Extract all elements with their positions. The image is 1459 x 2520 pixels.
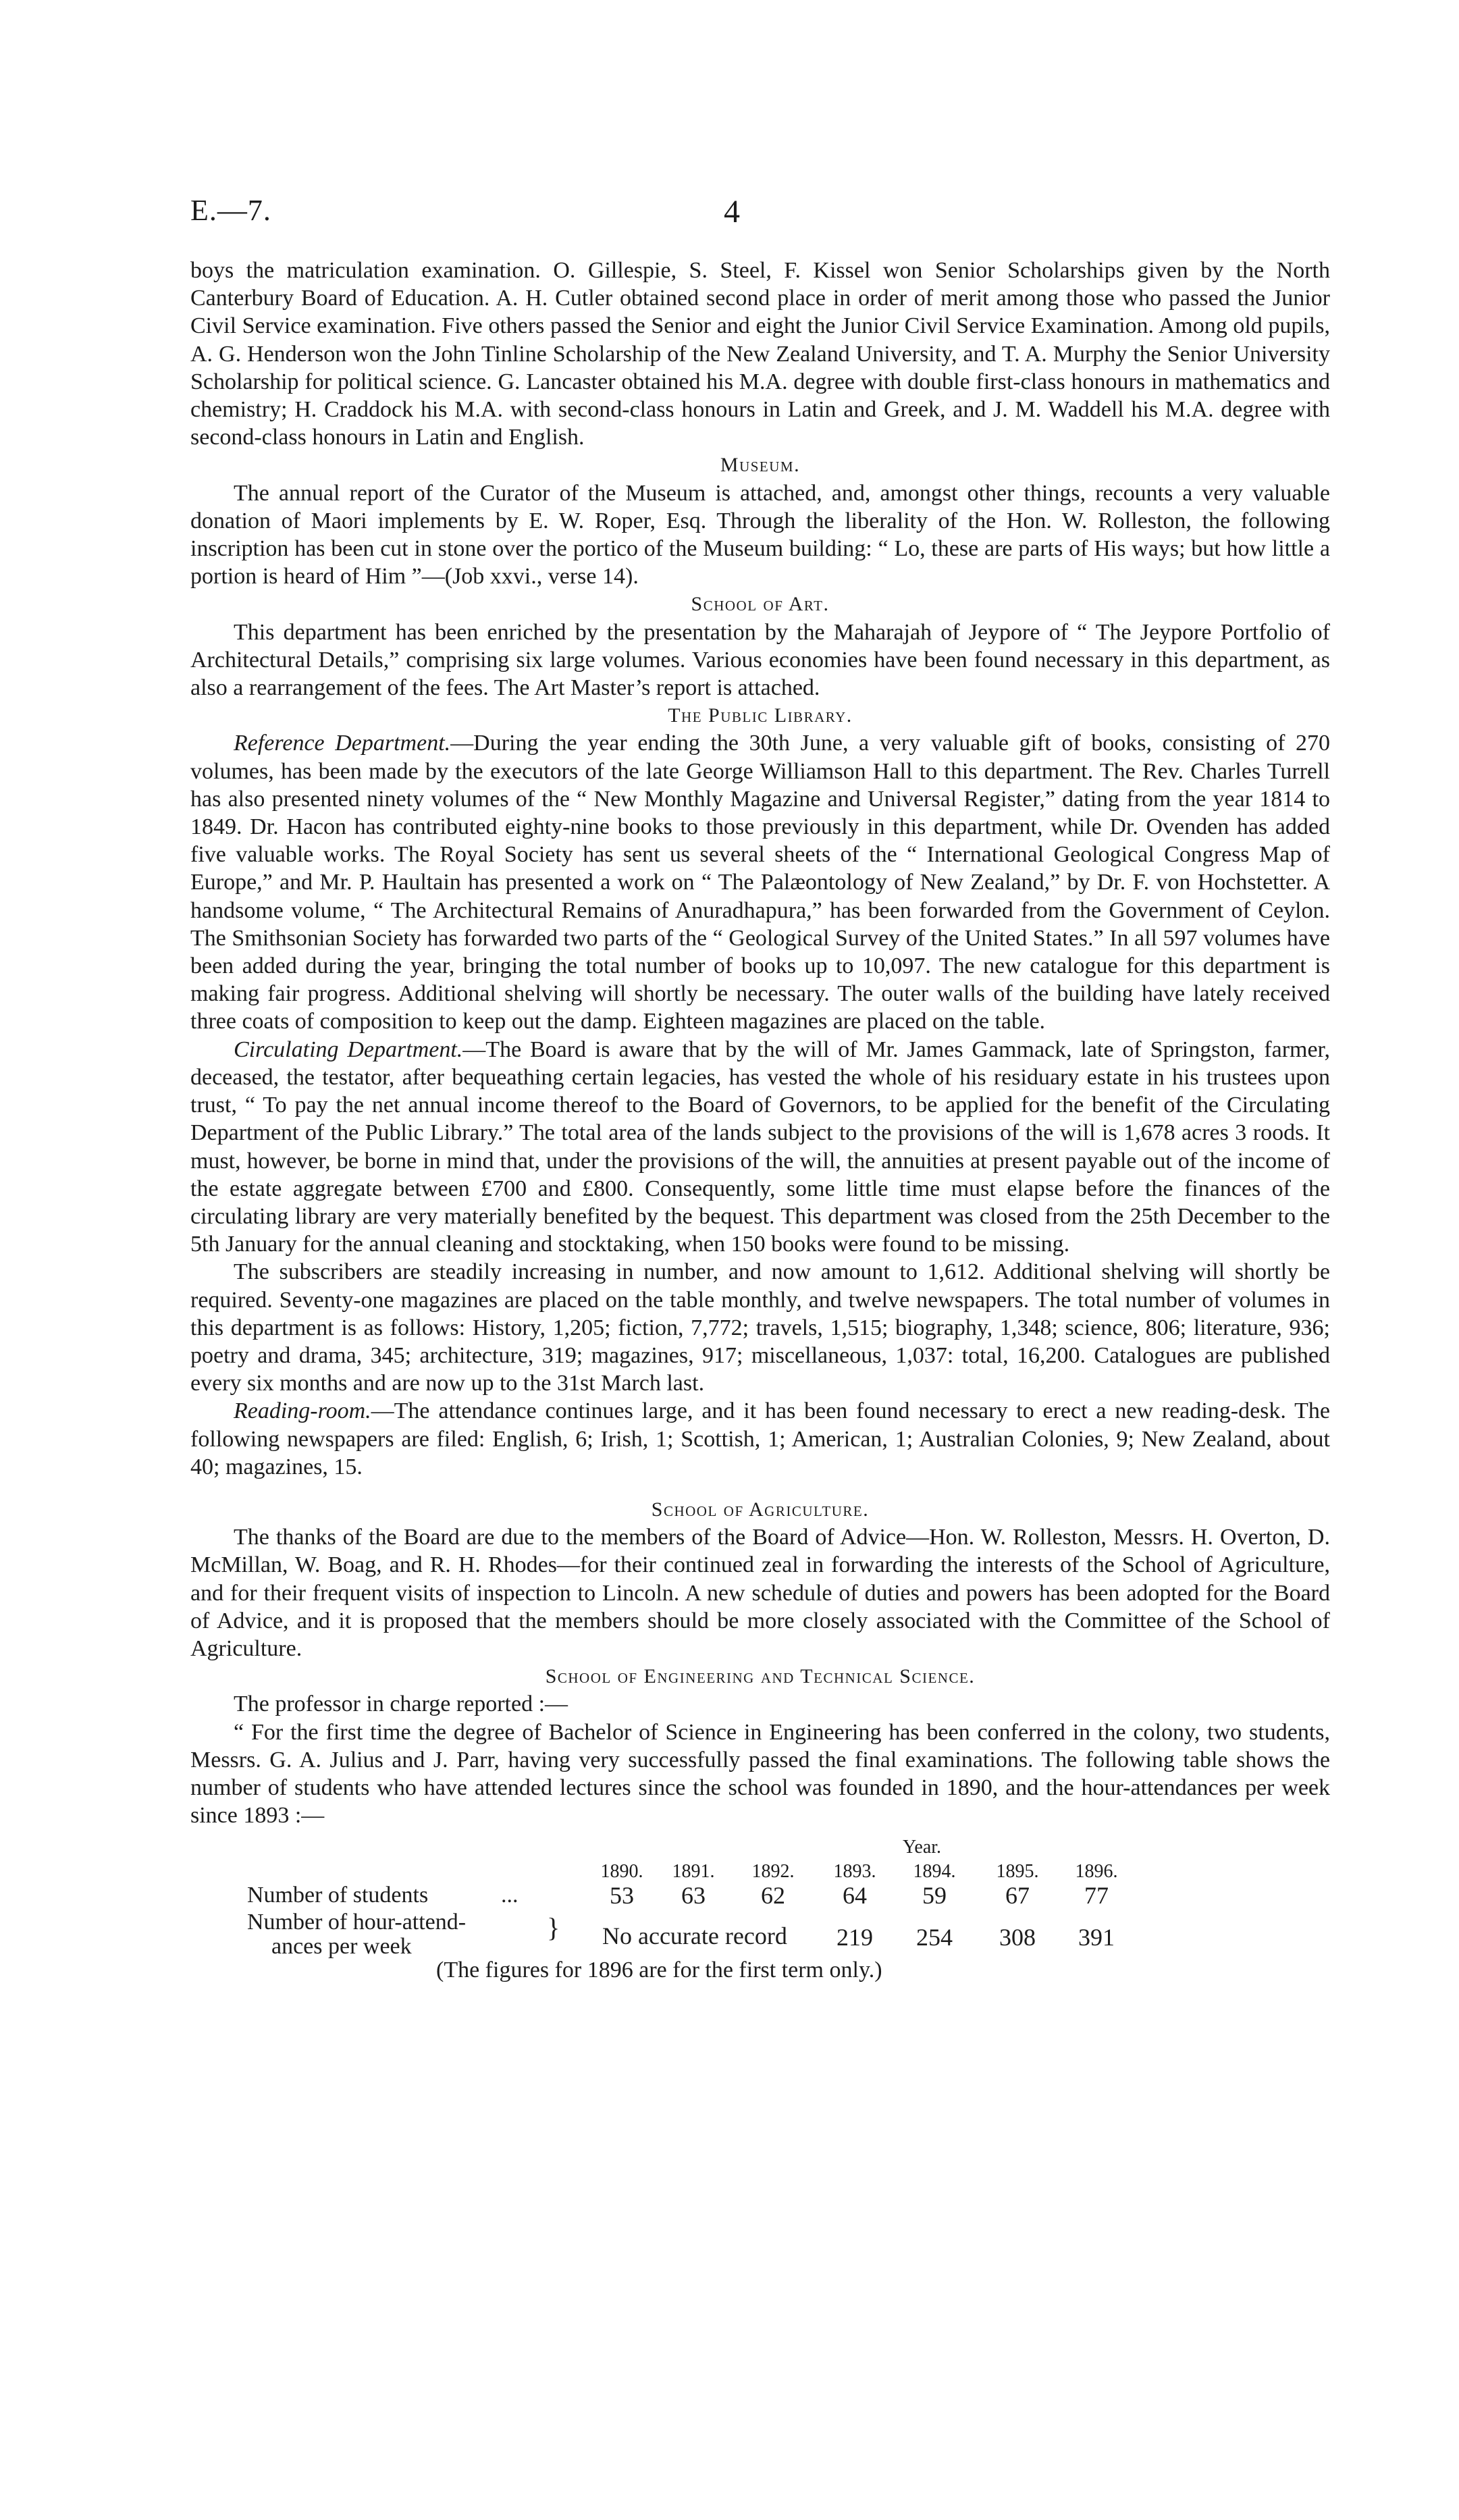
table-year-label: Year. (903, 1837, 942, 1858)
paragraph-reading-room (190, 1397, 1330, 1481)
heading-school-of-engineering: School of Engineering and Technical Science. (545, 1665, 976, 1688)
text-circulating-department: —The Board is aware that by the will of Mr. James Gammack, late of Springston, farmer, deceased, the testator, after bequeathing certain legacies, has vested the whole of his residuary estate in his trustees upon trust, “ To pay the net annual income thereof to the Board of Governors, to be applied for the benefit of the Circulating Department of the Public Library.” The total area of the lands subject to the provisions of the will is 1,678 acres 3 roods. It must, however, be borne in mind that, under the provisions of the will, the annuities at present payable out of the income of the estate aggregate between £700 and £800. Consequently, some little time must elapse before the finances of the circulating library are very materially benefited by the bequest. This department was closed from the 25th December to the 5th January for the annual cleaning and stocktaking, when 150 books were found to be missing. (190, 1036, 1331, 1257)
text-reference-department: —During the year ending the 30th June, a very valuable gift of books, consisting of 270 volumes, has been made by the executors of the late George Williamson Hall to this department. The Rev. Charles Turrell has also presented ninety volumes of the “ New Monthly Magazine and Universal Register,” dating from the year 1814 to 1849. Dr. Hacon has contributed eighty-nine books to those previously in this department, while Dr. Ovenden has added five valuable works. The Royal Society has sent us several sheets of the “ International Geological Congress Map of Europe,” and Mr. P. Haultain has presented a work on “ The Palæontology of New Zealand,” by Dr. F. von Hochstetter. A handsome volume, “ The Architectural Remains of Anuradhapura,” has been forwarded from the Government of Ceylon. The Smithsonian Society has forwarded two parts of the “ Geological Survey of the United States.” In all 597 volumes have been added during the year, bringing the total number of books up to 10,097. The new catalogue for this department is making fair progress. Additional shelving will shortly be necessary. The outer walls of the building have lately received three coats of composition to keep out the damp. Eighteen magazines are placed on the table. (190, 731, 1330, 1034)
table-note: (The figures for 1896 are for the first term only.) (436, 1958, 882, 1983)
table-cell: 64 (843, 1882, 867, 1910)
table-cell: 391 (1078, 1924, 1115, 1951)
paragraph-museum: The annual report of the Curator of the Museum is attached, and, amongst other things, recounts a very valuable donation of Maori implements by E. W. Roper, Esq. Through the liberality of the Hon. W. Rolleston, the following inscription has been cut in stone over the portico of the Museum building: “ Lo, these are parts of His ways; but how little a portion is heard of Him ”—(Job xxvi., verse 14). (190, 480, 1330, 589)
row-label-students: Number of students (247, 1883, 429, 1908)
page-number: 4 (724, 194, 740, 230)
page-header (190, 193, 1330, 234)
row-label-dots: ... (501, 1883, 519, 1908)
text-reading-room: —The attendance continues large, and it has been found necessary to erect a new reading-desk. The following newspapers are filed: English, 6; Irish, 1; Scottish, 1; American, 1; Australian Colonies, 9; New Zealand, about 40; magazines, 15. (190, 1398, 1330, 1479)
table-cell: 77 (1084, 1882, 1109, 1910)
brace-symbol: } (547, 1912, 560, 1943)
document-reference: E.—7. (190, 194, 271, 227)
paragraph-reference-department (190, 729, 1330, 1035)
table-year-header: 1892. (751, 1861, 795, 1883)
row-label-hour-attendances-a: Number of hour-attend- (247, 1910, 467, 1935)
document-body (190, 257, 1330, 1995)
table-cell: 308 (999, 1924, 1036, 1951)
row-label-hour-attendances-b: ances per week (271, 1934, 412, 1960)
attendance-table (190, 1833, 1330, 1995)
table-year-header: 1890. (600, 1861, 643, 1883)
lead-circulating-department: Circulating Department. (234, 1036, 463, 1062)
paragraph-school-of-art: This department has been enriched by the presentation by the Maharajah of Jeypore of “ The Jeypore Portfolio of Architectural Details,” comprising six large volumes. Various economies have been found necessary in this department, as also a rearrangement of the fees. The Art Master’s report is attached. (190, 619, 1330, 701)
heading-public-library: The Public Library. (668, 704, 853, 727)
paragraph-engineering: “ For the first time the degree of Bachelor of Science in Engineering has been conferred in the colony, two students, Messrs. G. A. Julius and J. Parr, having very successfully passed the final examinations. The following table shows the number of students who have attended lectures since the school was founded in 1890, and the hour-attendances per week since 1893 :— (190, 1719, 1330, 1829)
table-cell: 63 (681, 1882, 706, 1910)
paragraph-subscribers: The subscribers are steadily increasing in number, and now amount to 1,612. Additional shelving will shortly be required. Seventy-one magazines are placed on the table monthly, and twelve newspapers. The total number of volumes in this department is as follows: History, 1,205; fiction, 7,772; travels, 1,515; biography, 1,348; science, 806; literature, 936; poetry and drama, 345; architecture, 319; magazines, 917; miscellaneous, 1,037: total, 16,200. Catalogues are published every six months and are now up to the 31st March last. (190, 1259, 1330, 1396)
heading-school-of-art: School of Art. (691, 593, 830, 616)
table-cell: 219 (837, 1924, 873, 1951)
paragraph-school-of-agriculture: The thanks of the Board are due to the members of the Board of Advice—Hon. W. Rolleston, Messrs. H. Overton, D. McMillan, W. Boag, and R. H. Rhodes—for their continued zeal in forwarding the interests of the School of Agriculture, and for their frequent visits of inspection to Lincoln. A new schedule of duties and powers has been adopted for the Board of Advice, and it is proposed that the members should be more closely associated with the Committee of the School of Agriculture. (190, 1525, 1330, 1661)
heading-school-of-agriculture: School of Agriculture. (651, 1498, 870, 1521)
table-cell: 67 (1005, 1882, 1030, 1910)
heading-museum: Museum. (720, 454, 801, 477)
table-year-header: 1891. (672, 1861, 715, 1883)
table-cell: 53 (610, 1882, 634, 1910)
paragraph-scholarships: boys the matriculation examination. O. Gillespie, S. Steel, F. Kissel won Senior Scholarships given by the North Canterbury Board of Education. A. H. Cutler obtained second place in order of merit among those who passed the Junior Civil Service examination. Five others passed the Senior and eight the Junior Civil Service Examination. Among old pupils, A. G. Henderson won the John Tinline Scholarship of the New Zealand University, and T. A. Murphy the Senior University Scholarship for political science. G. Lancaster obtained his M.A. degree with double first-class honours in mathematics and chemistry; H. Craddock his M.A. with second-class honours in Latin and Greek, and J. M. Waddell his M.A. degree with second-class honours in Latin and English. (190, 258, 1330, 450)
table-cell: 254 (916, 1924, 953, 1951)
lead-reading-room: Reading-room. (234, 1398, 371, 1424)
table-cell: 62 (761, 1882, 785, 1910)
no-accurate-record: No accurate record (602, 1922, 787, 1950)
table-year-header: 1896. (1075, 1861, 1118, 1883)
paragraph-engineering-intro: The professor in charge reported :— (234, 1691, 568, 1717)
table-cell: 59 (922, 1882, 947, 1910)
table-year-header: 1895. (996, 1861, 1039, 1883)
table-year-header: 1893. (833, 1861, 876, 1883)
table-year-header: 1894. (913, 1861, 956, 1883)
paragraph-circulating-department (190, 1036, 1330, 1259)
lead-reference-department: Reference Department. (234, 731, 451, 756)
